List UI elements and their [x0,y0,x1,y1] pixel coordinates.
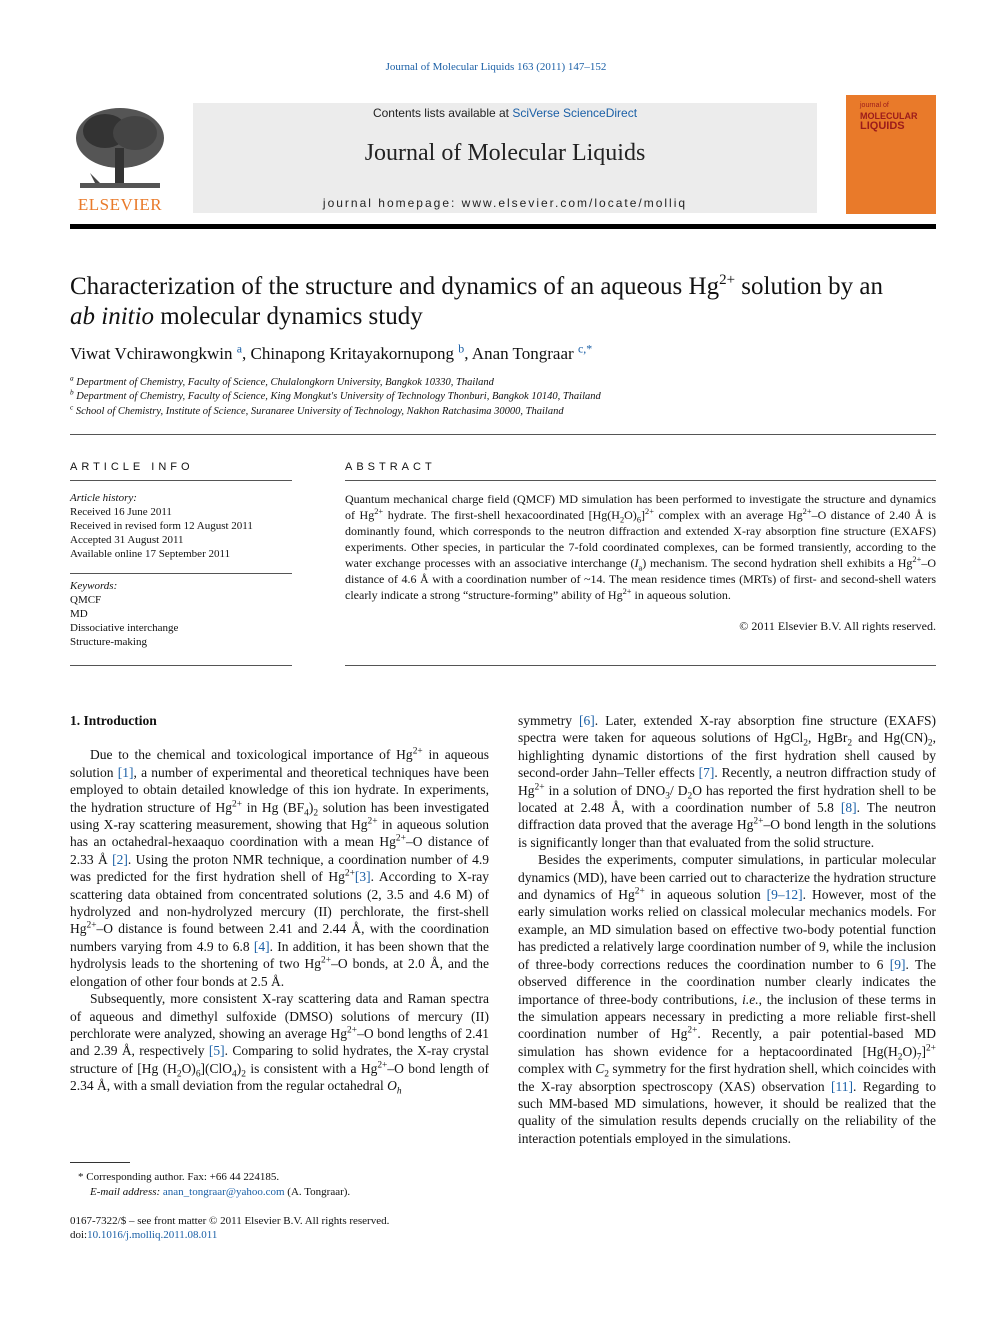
corresponding-author-note: * Corresponding author. Fax: +66 44 224185. [78,1171,280,1183]
affiliation-mark: a [70,373,74,383]
affiliation-mark: b [70,387,74,397]
history-label: Article history: [70,492,137,504]
keyword: Structure-making [70,636,147,648]
keywords-label: Keywords: [70,580,118,592]
email-note [90,1185,350,1200]
journal-title: Journal of Molecular Liquids [364,140,646,166]
email-suffix: (A. Tongraar). [284,1186,351,1198]
keyword: Dissociative interchange [70,622,179,634]
article-history [70,491,292,561]
journal-masthead [193,103,817,213]
copyright: © 2011 Elsevier B.V. All rights reserved. [739,619,936,633]
reference-link[interactable]: [3] [354,869,371,885]
paragraph: Subsequently, more consistent X-ray scattering data and Raman spectra of aqueous and dimethyl sulfoxide (DMSO) solutions of mercury (II) perchlorate were analyzed, showing an average $Hg^{2+}-O$ bond lengths of 2.41 and 2.39 Å, respectively [5]. Comparing to solid hydrates, the X-ray crystal structure of [Hg $(H_2O)_6](ClO_4)_2$ is consistent with a $Hg^{2+}-O$ bond length of 2.34 Å, with a small deviation from the regular octahedral $O_h$ [70,991,489,1097]
reference-link[interactable]: [9] [889,956,906,972]
abstract-text: Quantum mechanical charge field (QMCF) MD simulation has been performed to investigate the structure and dynamics of $Hg^{2+}$ hydrate. The first-shell hexacoordinated $[Hg(H_2O)_6]^{2+}$ complex with an average $Hg^{2+}-O$ distance of 2.40 Å is dominantly found, which corresponds to the neutron diffraction and extended X-ray absorption fine structure (EXAFS) experiments. Other species, in particular the 7-fold coordinated complexes, can be formed transiently, according to the water exchange processes with an associative interchange $(I_a)$ mechanism. The second hydration shell exhibits a $Hg^{2+}-O$ distance of 4.6 Å with a coordination number of ~14. The mean residence times (MRTs) of first- and second-shell waters clearly indicate a strong “structure-forming” ability of $Hg^{2+}$ in aqueous solution. [345,492,936,602]
doi-label: doi: [70,1229,88,1241]
divider [70,434,936,435]
history-item: Accepted 31 August 2011 [70,534,184,546]
affiliation [70,402,564,417]
email-link[interactable]: anan_tongraar@yahoo.com [162,1186,285,1198]
journal-citation[interactable]: Journal of Molecular Liquids 163 (2011) 147–152 [385,61,607,73]
header-rule [70,224,936,229]
affiliation-mark[interactable]: c,* [577,341,593,356]
affiliation [70,373,494,388]
reference-link[interactable]: [7] [698,765,715,781]
affiliation-mark[interactable]: b [458,341,465,356]
cover-line-3: LIQUIDS [860,120,905,132]
cover-title [860,101,932,131]
email-label: E-mail address: [90,1186,161,1198]
article-title [70,272,936,332]
article-info-heading: ARTICLE INFO [70,461,194,473]
journal-cover [846,95,936,214]
history-item: Received 16 June 2011 [70,506,172,518]
title-superscript: 2+ [719,272,736,288]
affiliation-text: Department of Chemistry, Faculty of Science, Chulalongkorn University, Bangkok 10330, Thailand [76,377,494,388]
reference-link[interactable]: [8] [840,800,857,816]
keyword: MD [70,608,88,620]
elsevier-logo [70,103,170,215]
reference-link[interactable]: [2] [112,851,128,867]
title-part-2: solution by an [735,273,883,300]
issn-line: 0167-7322/$ – see front matter © 2011 Elsevier B.V. All rights reserved. [70,1215,390,1227]
paragraph: Due to the chemical and toxicological importance of $Hg^{2+}$ in aqueous solution [1], a number of experimental and theoretical techniques have been employed to obtain detailed knowledge of this ion hydrate. In experiments, the hydration structure of $Hg^{2+}$ in Hg $(BF_4)_2$ solution has been investigated using X-ray scattering measurement, showing that $Hg^{2+}$ in aqueous solution has an octahedral-hexaaquo coordination with a mean $Hg^{2+}-O$ distance of 2.33 Å [2]. Using the proton NMR technique, a coordination number of 4.9 was predicted for the first hydration shell of $Hg^{2+}[3]$. According to X-ray scattering data obtained from concentrated solutions (2, 3.5 and 4.6 M) of hydrolyzed and non-hydrolyzed mercury (II) perchlorate, the first-shell $Hg^{2+}-O$ distance is found between 2.41 and 2.44 Å, with the coordination numbers varying from 4.9 to 6.8 [4]. In addition, it has been shown that the hydrolysis leads to the shortening of two $Hg^{2+}-O$ bonds, at 2.0 Å, and the elongation of other four bonds at 2.5 Å. [70,746,490,989]
journal-homepage[interactable]: journal homepage: www.elsevier.com/locate/molliq [322,196,688,210]
affiliation-mark[interactable]: a [236,341,243,356]
keyword: QMCF [70,594,102,606]
cover-line-1: journal of [860,102,889,109]
affiliation [70,387,601,402]
divider [70,480,292,481]
author-name: Viwat Vchirawongkwin [70,344,233,363]
author-name: Anan Tongraar [471,344,574,363]
divider [345,480,936,481]
reference-link[interactable]: [4] [253,938,270,954]
corresponding-text: Corresponding author. Fax: +66 44 224185. [86,1171,280,1183]
title-italic: ab initio [70,303,155,330]
footnote-rule [70,1162,130,1163]
abstract-heading: ABSTRACT [345,461,436,473]
body-column-right [518,712,936,1147]
divider [345,665,936,666]
affiliation-mark: c [70,402,74,412]
doi-link[interactable]: 10.1016/j.molliq.2011.08.011 [87,1229,218,1241]
divider [70,665,292,666]
doi-line [70,1228,217,1243]
history-item: Available online 17 September 2011 [70,548,231,560]
author-list: Viwat Vchirawongkwin $^a$, Chinapong Kritayakornupong $^b$, Anan Tongraar $^{c,*}$ [70,341,593,363]
cover-line-2: MOLECULAR [860,111,918,121]
affiliation-text: Department of Chemistry, Faculty of Science, King Mongkut's University of Technology Thonburi, Bangkok 10140, Thailand [76,391,601,402]
sciencedirect-link[interactable]: SciVerse ScienceDirect [512,106,638,120]
divider [70,573,292,574]
affiliation-text: School of Chemistry, Institute of Science, Suranaree University of Technology, Nakhon Ratchasima 30000, Thailand [75,406,564,417]
reference-link[interactable]: [6] [579,713,595,728]
keywords [70,579,292,649]
reference-link[interactable]: [5] [208,1043,225,1059]
section-heading: 1. Introduction [70,713,157,728]
contents-prefix: Contents lists available at [372,106,513,120]
paragraph: symmetry [6]. Later, extended X-ray absorption fine structure (EXAFS) spectra were taken for aqueous solutions of HgCl$_2$, HgBr$_2$ and $Hg(CN)_2$, highlighting dynamic distortions of the first hydration shell caused by second-order Jahn–Teller effects [7]. Recently, a neutron diffraction study of $Hg^{2+}$ in a solution of $DNO_3/$ $D_2O$ has reported the first hydration shell to be located at 2.48 Å, with a coordination number of 5.8 [8]. The neutron diffraction data proved that the average $Hg^{2+}-O$ bond length in the solutions is significantly longer than that evaluated from the solid structure. [518,713,937,850]
reference-link[interactable]: [11] [831,1078,854,1094]
reference-link[interactable]: [9–12] [766,887,803,903]
publisher-wordmark: ELSEVIER [77,195,163,214]
paragraph: Besides the experiments, computer simulations, in particular molecular dynamics (MD), have been carried out to characterize the hydration structure and dynamics of $Hg^{2+}$ in aqueous solution [9–12]. However, most of the early simulation works relied on classical molecular mechanics models. For example, an MD simulation based on effective two-body potential function has predicted a relatively large coordination number of 9, while the inclusion of three-body corrections reduces the coordination number to 6 [9]. The observed difference in the coordination number clearly indicates the importance of three-body contributions, i.e., the inclusion of these terms in the simulation appears necessary in predicting a more reliable first-shell coordination number of $Hg^{2+}$. Recently, a pair potential-based MD simulation has shown evidence for a heptacoordinated $[Hg(H_2O)_7]^{2+}$ complex with $C_2$ symmetry for the first hydration shell, which coincides with the X-ray absorption spectroscopy (XAS) observation [11]. Regarding to such MM-based MD simulations, however, it should be realized that the quality of the simulation results depends crucially on the reliability of the interaction potentials employed in the simulations. [518,852,937,1146]
title-part-1: Characterization of the structure and dynamics of an aqueous Hg [70,273,720,300]
body-column-left [70,712,489,1095]
history-item: Received in revised form 12 August 2011 [70,520,253,532]
author-name: Chinapong Kritayakornupong [250,344,455,363]
contents-line [193,106,817,120]
reference-link[interactable]: [1] [117,764,134,780]
title-part-3: molecular dynamics study [154,303,423,330]
